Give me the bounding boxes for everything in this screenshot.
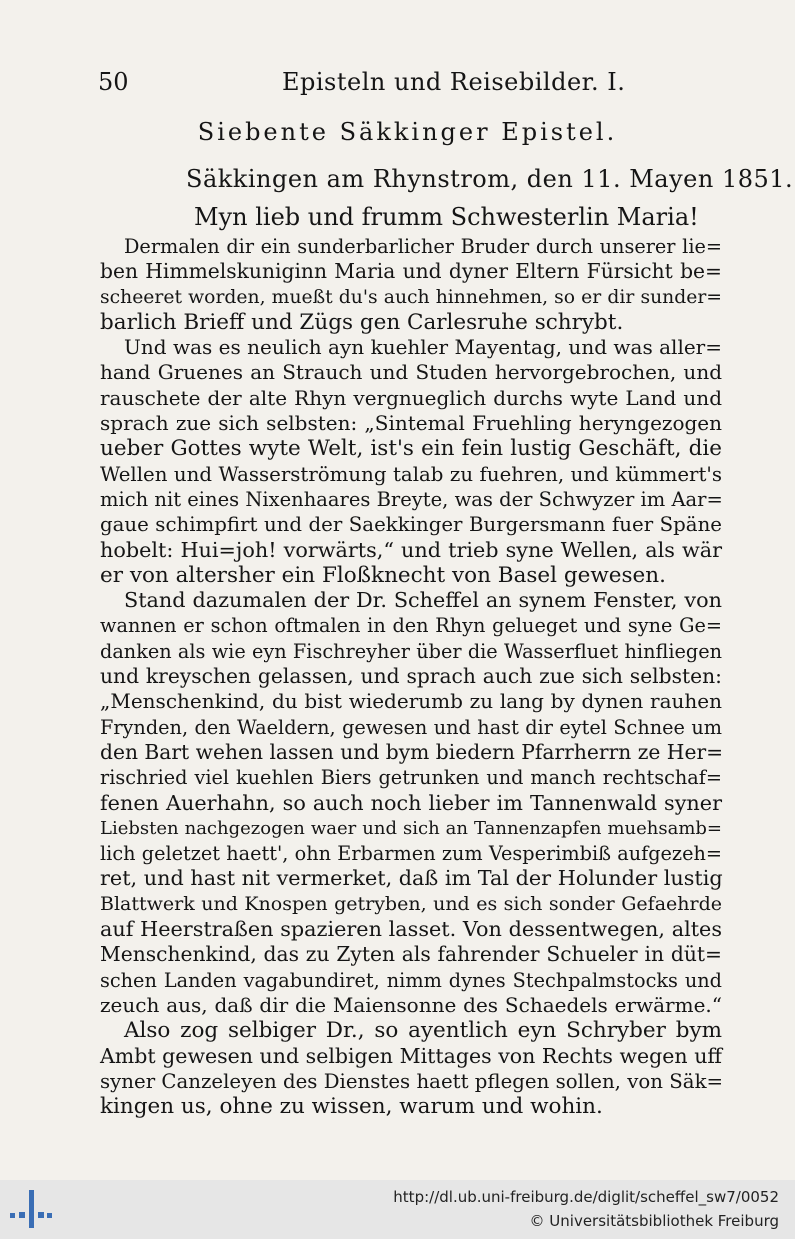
text-line: den Bart wehen lassen und bym biedern Pfarrherrn ze Her=	[100, 739, 724, 764]
text-line: Ambt gewesen und selbigen Mittages von Rechts wegen uff	[100, 1043, 722, 1068]
text-line: wannen er schon oftmalen in den Rhyn gelueget und syne Ge=	[100, 614, 722, 638]
copyright-notice: © Universitätsbibliothek Freiburg	[529, 1212, 779, 1230]
salutation: Myn lieb und frumm Schwesterlin Maria!	[194, 203, 699, 231]
text-line: lich geletzet haett', ohn Erbarmen zum Vesperimbiß aufgezeh=	[100, 842, 722, 866]
text-line: Also zog selbiger Dr., so ayentlich eyn Schryber bym	[124, 1018, 722, 1044]
page-number: 50	[98, 68, 129, 96]
text-line: sprach zue sich selbsten: „Sintemal Fruehling heryngezogen	[100, 411, 722, 436]
body-text	[100, 234, 722, 1119]
text-line: rischried viel kuehlen Biers getrunken und manch rechtschaf=	[100, 766, 722, 790]
text-line: rauschete der alte Rhyn vergnueglich durchs wyte Land und	[100, 385, 722, 410]
text-line: auf Heerstraßen spazieren lasset. Von dessentwegen, altes	[100, 917, 722, 942]
text-line: Blattwerk und Knospen getryben, und es sich sonder Gefaehrde	[100, 892, 722, 915]
text-line: zeuch aus, daß dir die Maiensonne des Schaedels erwärme.“	[100, 992, 722, 1017]
text-line: gaue schimpfirt und der Saekkinger Burgersmann fuer Späne	[100, 513, 722, 537]
source-url-link[interactable]: http://dl.ub.uni-freiburg.de/diglit/scheffel_sw7/0052	[393, 1188, 779, 1206]
text-line: danken als wie eyn Fischreyher über die Wasserfluet hinfliegen	[100, 639, 722, 663]
text-line: hobelt: Hui=joh! vorwärts,“ und trieb syne Wellen, als wär	[100, 537, 722, 562]
text-line: scheeret worden, mueßt du's auch hinnehmen, so er dir sunder=	[100, 286, 722, 308]
text-line: er von altersher ein Floßknecht von Basel gewesen.	[100, 562, 666, 588]
text-line: schen Landen vagabundiret, nimm dynes Stechpalmstocks und	[100, 968, 722, 992]
text-line: „Menschenkind, du bist wiederumb zu lang by dynen rauhen	[100, 689, 722, 714]
text-line: und kreyschen gelassen, und sprach auch zue sich selbsten:	[100, 664, 722, 689]
text-line: barlich Brieff und Zügs gen Carlesruhe schrybt.	[100, 309, 624, 335]
text-line: fenen Auerhahn, so auch noch lieber im Tannenwald syner	[100, 790, 722, 815]
footer-bar	[0, 1180, 795, 1239]
text-line: Wellen und Wasserströmung talab zu fuehren, und kümmert's	[100, 462, 722, 486]
text-line: Frynden, den Waeldern, gewesen und hast dir eytel Schnee um	[100, 715, 722, 739]
text-line: mich nit eines Nixenhaares Breyte, was der Schwyzer im Aar=	[100, 487, 723, 511]
text-line: ueber Gottes wyte Welt, ist's ein fein lustig Geschäft, die	[100, 436, 722, 462]
dateline: Säkkingen am Rhynstrom, den 11. Mayen 1851.	[186, 165, 794, 193]
text-line: Und was es neulich ayn kuehler Mayentag, und was aller=	[124, 335, 722, 360]
text-line: Stand dazumalen der Dr. Scheffel an synem Fenster, von	[124, 588, 722, 613]
text-line: Dermalen dir ein sunderbarlicher Bruder durch unserer lie=	[124, 235, 722, 258]
ub-freiburg-logo-icon	[10, 1188, 52, 1230]
text-line: hand Gruenes an Strauch und Studen hervorgebrochen, und	[100, 360, 722, 385]
chapter-heading: Siebente Säkkinger Epistel.	[197, 118, 618, 146]
text-line: Menschenkind, das zu Zyten als fahrender Schueler in düt=	[100, 942, 722, 967]
text-line: ret, und hast nit vermerket, daß im Tal der Holunder lustig	[100, 866, 723, 891]
text-line: kingen us, ohne zu wissen, warum und wohin.	[100, 1094, 603, 1120]
text-line: syner Canzeleyen des Dienstes haett pflegen sollen, von Säk=	[100, 1069, 724, 1093]
text-line: Liebsten nachgezogen waer und sich an Tannenzapfen muehsamb=	[100, 817, 722, 839]
running-title: Episteln und Reisebilder. I.	[282, 68, 626, 96]
text-line: ben Himmelskuniginn Maria und dyner Eltern Fürsicht be=	[100, 259, 722, 284]
